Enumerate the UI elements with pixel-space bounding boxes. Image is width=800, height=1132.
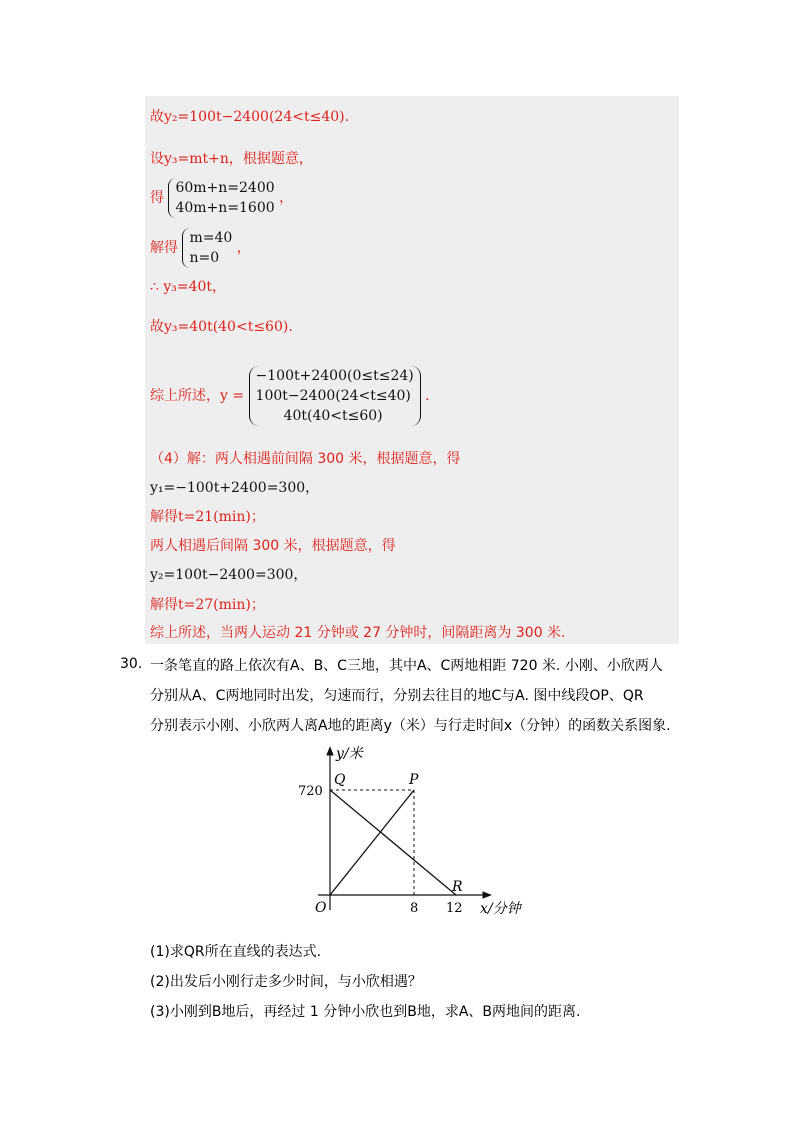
segment-qr xyxy=(330,790,456,895)
solution-line-5: ∴ y₃=40t， xyxy=(150,279,227,295)
question-line-2: 分别从A、C两地同时出发，匀速而行，分别去往目的地C与A. 图中线段OP、QR xyxy=(150,688,644,704)
solution-line-9: y₁=−100t+2400=300， xyxy=(150,480,320,496)
x-axis-label: x/分钟 xyxy=(480,901,521,917)
solution-line-6: 故y₃=40t(40<t≤60). xyxy=(150,319,293,335)
solution-line-12: y₂=100t−2400=300， xyxy=(150,567,308,583)
solution-line-2: 设y₃=mt+n，根据题意， xyxy=(150,151,313,167)
solution-line-4: 解得 m=40 n=0 ， xyxy=(150,230,251,266)
label-q: Q xyxy=(334,772,346,788)
segment-op xyxy=(330,790,414,895)
solution-line-11: 两人相遇后间隔 300 米，根据题意，得 xyxy=(150,538,396,554)
label-o: O xyxy=(315,900,327,916)
solution-line-14: 综上所述，当两人运动 21 分钟或 27 分钟时，间隔距离为 300 米. xyxy=(150,625,566,641)
solution-line-3: 得 60m+n=2400 40m+n=1600 ， xyxy=(150,180,294,216)
tick-8: 8 xyxy=(410,901,419,916)
function-graph xyxy=(290,740,550,930)
equation-system-2: m=40 n=0 xyxy=(182,228,232,268)
sub-question-3: (3)小刚到B地后，再经过 1 分钟小欣也到B地，求A、B两地间的距离. xyxy=(150,1004,581,1020)
solution-line-1: 故y₂=100t−2400(24<t≤40). xyxy=(150,109,350,125)
question-number: 30. xyxy=(120,656,143,672)
solution-line-10: 解得t=21(min)； xyxy=(150,509,265,525)
equation-system-1: 60m+n=2400 40m+n=1600 xyxy=(168,178,274,218)
y-axis-label: y/米 xyxy=(336,746,363,762)
tick-12: 12 xyxy=(446,901,463,916)
solution-line-8: （4）解：两人相遇前间隔 300 米，根据题意，得 xyxy=(150,451,461,467)
question-line-1: 一条笔直的路上依次有A、B、C三地，其中A、C两地相距 720 米. 小刚、小欣两人 xyxy=(150,658,663,674)
label-p: P xyxy=(409,772,419,788)
solution-line-7: 综上所述，y = −100t+2400(0≤t≤24) 100t−2400(24<t≤40) 40t(40<t≤60) . xyxy=(150,368,430,424)
solution-line-13: 解得t=27(min)； xyxy=(150,597,265,613)
piecewise-function: −100t+2400(0≤t≤24) 100t−2400(24<t≤40) 40t(40<t≤60) xyxy=(249,366,421,426)
label-r: R xyxy=(452,879,463,895)
sub-question-1: (1)求QR所在直线的表达式. xyxy=(150,944,322,960)
sub-question-2: (2)出发后小刚行走多少时间，与小欣相遇？ xyxy=(150,974,422,990)
question-line-3: 分别表示小刚、小欣两人离A地的距离y（米）与行走时间x（分钟）的函数关系图象. xyxy=(150,718,671,734)
tick-720: 720 xyxy=(298,784,323,799)
